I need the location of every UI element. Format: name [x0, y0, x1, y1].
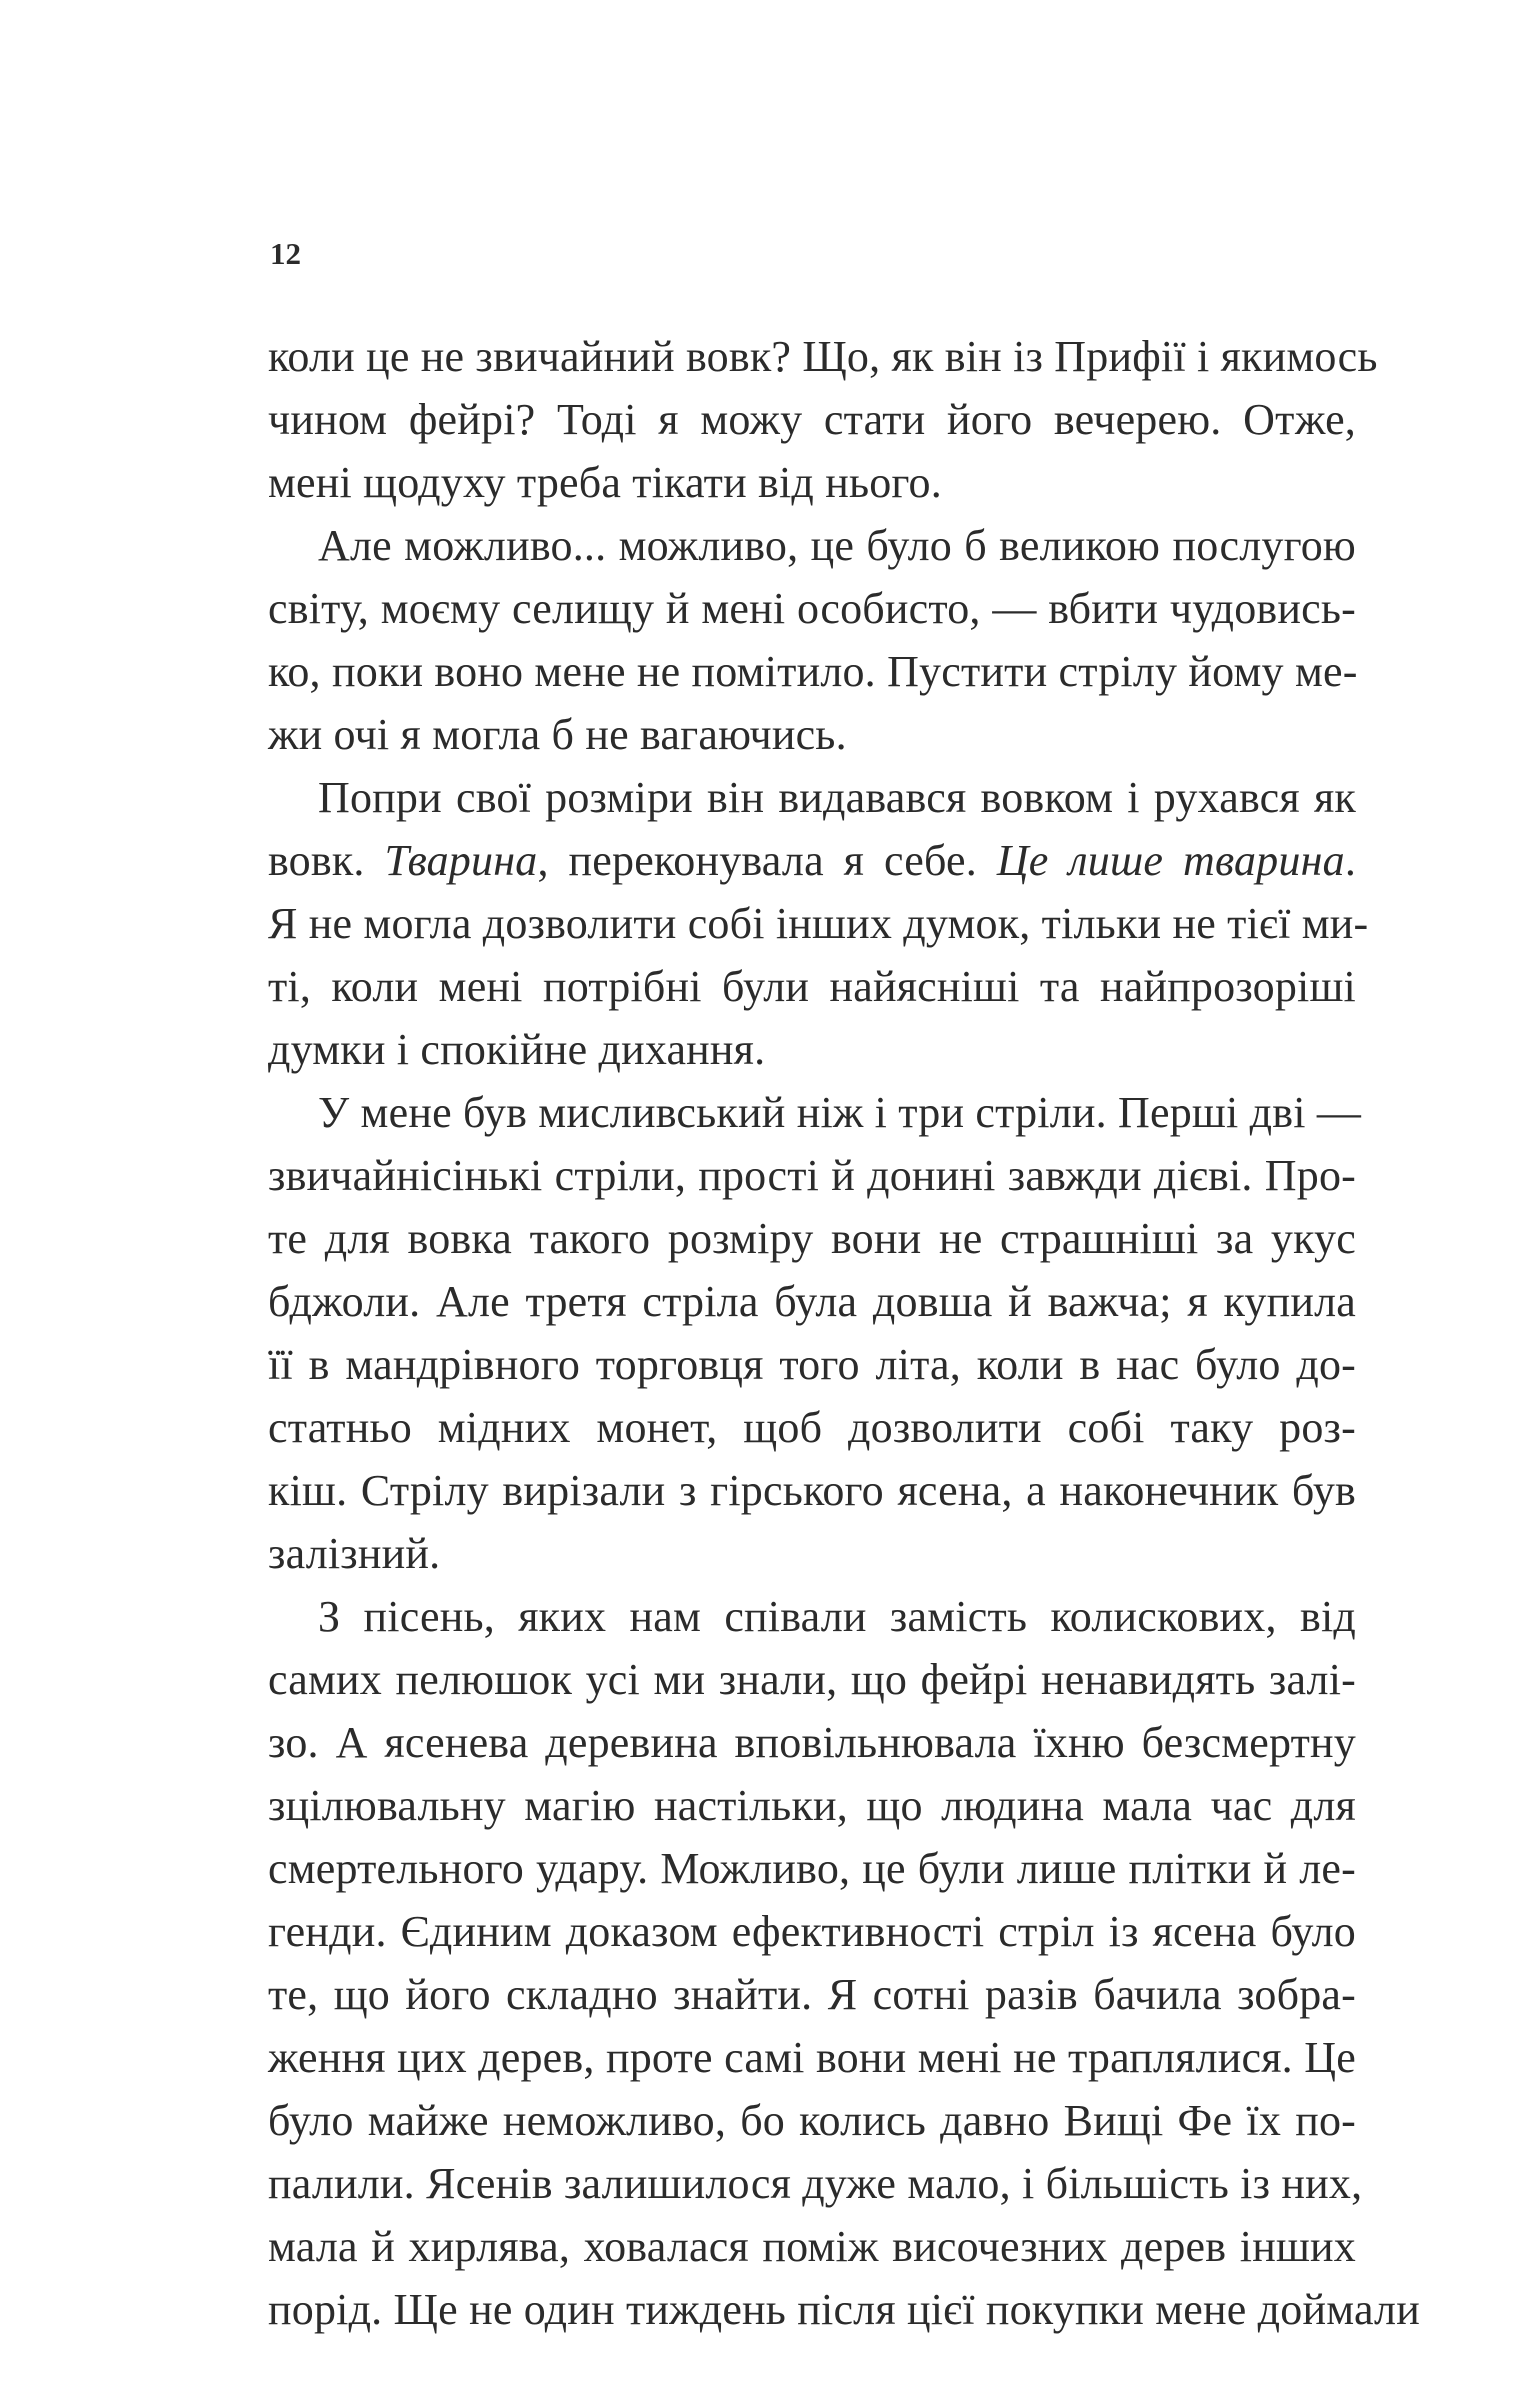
text-span: . [1344, 836, 1357, 885]
text-line: генди. Єдиним доказом ефективності стріл із ясена було [268, 1907, 1356, 1956]
text-line: зцілювальну магію настільки, що людина мала час для [268, 1781, 1356, 1830]
text-line: ко, поки воно мене не помітило. Пустити стрілу йому ме- [268, 647, 1358, 696]
italic-span: Тварина [384, 836, 538, 885]
text-line: було майже неможливо, бо колись давно Вищі Фе їх по- [268, 2096, 1356, 2145]
text-line: зо. А ясенева деревина вповільнювала їхню безсмертну [268, 1718, 1356, 1767]
text-line: Я не могла дозволити собі інших думок, тільки не тієї ми- [268, 899, 1369, 948]
text-line: мені щодуху треба тікати від нього. [268, 458, 942, 507]
text-line: те для вовка такого розміру вони не страшніші за укус [268, 1214, 1356, 1263]
text-line: залізний. [268, 1529, 441, 1578]
text-line: порід. Ще не один тиждень після цієї покупки мене доймали [268, 2285, 1420, 2334]
text-line: думки і спокійне дихання. [268, 1025, 766, 1074]
text-line: коли це не звичайний вовк? Що, як він із Прифії і якимось [268, 332, 1378, 381]
text-span: , переконувала я себе. [537, 836, 997, 885]
text-line: Попри свої розміри він видавався вовком і рухався як [318, 773, 1356, 822]
text-line: жи очі я могла б не вагаючись. [268, 710, 847, 759]
page-number: 12 [270, 236, 301, 271]
text-line: ті, коли мені потрібні були найясніші та найпрозоріші [268, 962, 1356, 1011]
text-line: кіш. Стрілу вирізали з гірського ясена, а наконечник був [268, 1466, 1356, 1515]
text-line: чином фейрі? Тоді я можу стати його вечерею. Отже, [268, 395, 1356, 444]
text-line: те, що його складно знайти. Я сотні разів бачила зобра- [268, 1970, 1356, 2019]
text-span: вовк. [268, 836, 385, 885]
text-line: самих пелюшок усі ми знали, що фейрі ненавидять залі- [268, 1655, 1356, 1704]
text-line: світу, моєму селищу й мені особисто, — вбити чудовись- [268, 584, 1356, 633]
text-line: бджоли. Але третя стріла була довша й важча; я купила [268, 1277, 1356, 1326]
text-line: Але можливо... можливо, це було б великою послугою [318, 521, 1356, 570]
text-line: статньо мідних монет, щоб дозволити собі таку роз- [268, 1403, 1356, 1452]
text-line: смертельного удару. Можливо, це були лише плітки й ле- [268, 1844, 1356, 1893]
text-line: палили. Ясенів залишилося дуже мало, і більшість із них, [268, 2159, 1363, 2208]
text-line: мала й хирлява, ховалася поміж височезних дерев інших [268, 2222, 1356, 2271]
text-line: ження цих дерев, проте самі вони мені не траплялися. Це [268, 2033, 1356, 2082]
text-line [268, 829, 1356, 892]
body-text [268, 325, 1420, 2341]
text-line: У мене був мисливський ніж і три стріли. Перші дві — [318, 1088, 1362, 1137]
text-line: З пісень, яких нам співали замість колискових, від [318, 1592, 1356, 1641]
italic-span: Це лише тварина [996, 836, 1345, 885]
text-line: звичайнісінькі стріли, прості й донині завжди дієві. Про- [268, 1151, 1356, 1200]
text-line: її в мандрівного торговця того літа, коли в нас було до- [268, 1340, 1356, 1389]
